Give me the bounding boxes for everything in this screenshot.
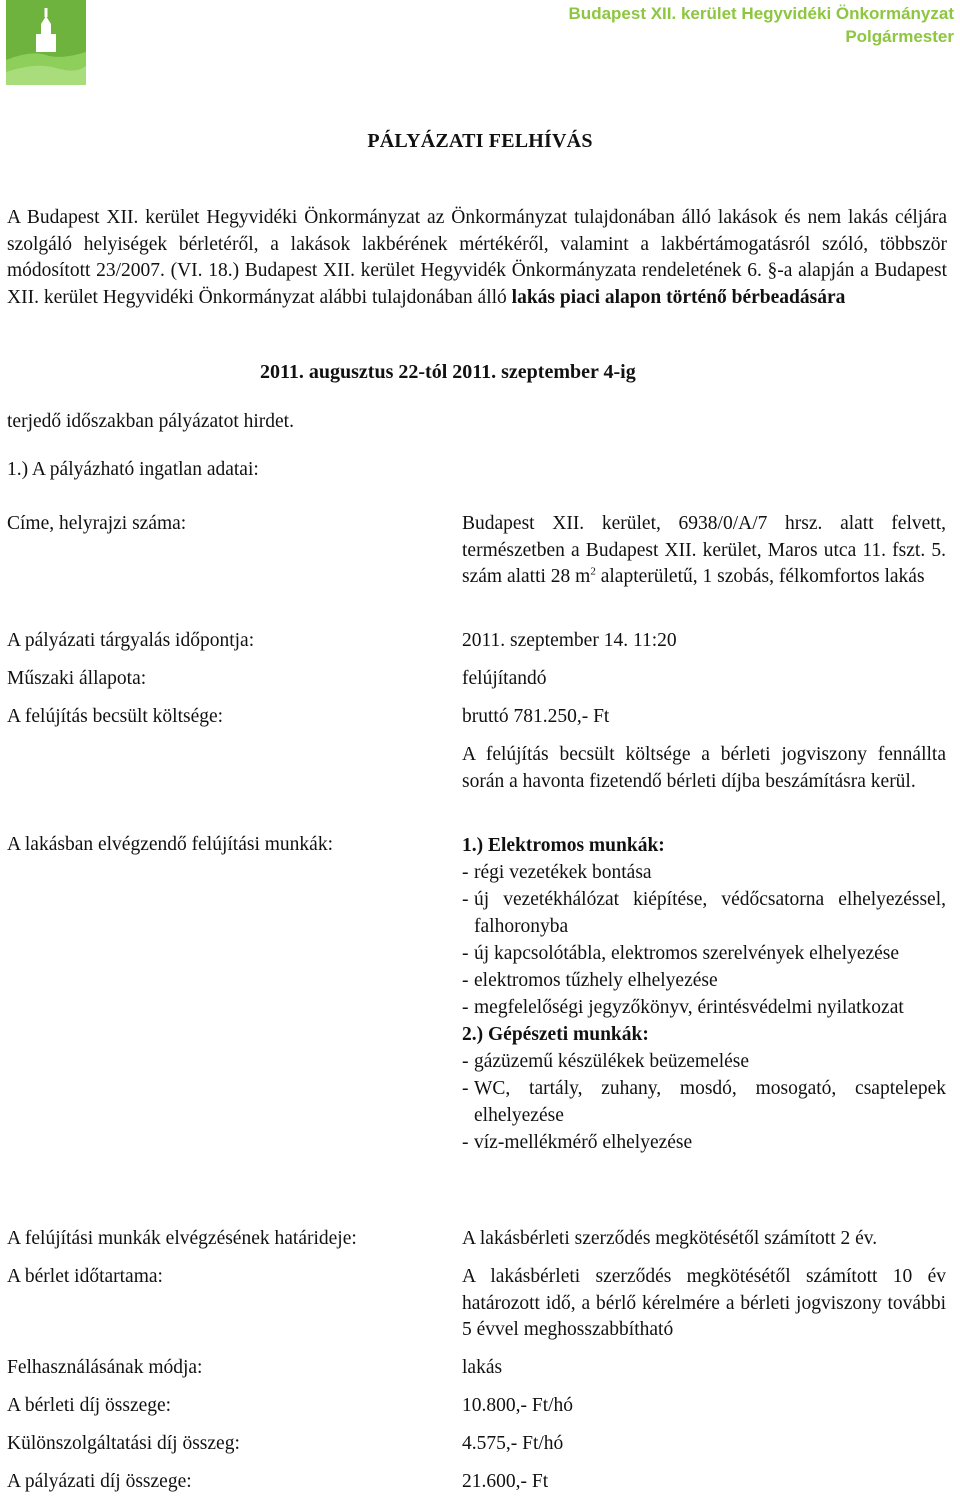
renovation-cost-note: A felújítás becsült költsége a bérleti jogviszony fennállta során a havonta fizetendő bérleti díjba beszámításra kerül. [462,744,946,792]
service-fee-value: 4.575,- Ft/hó [462,1433,564,1454]
address-label: Címe, helyrajzi száma: [7,513,187,534]
organization-role: Polgármester [845,27,954,46]
renovation-cost-value: bruttó 781.250,- Ft [462,706,610,727]
list-item: - új vezetékhálózat kiépítése, védőcsatorna elhelyezéssel, falhoronyba [462,889,946,937]
address-text: Budapest XII. kerület, 6938/0/A/7 hrsz. alatt felvett, természetben a Budapest XII. kerület, Maros utca 11. fszt. 5. szám alatti 28 m [462,513,946,587]
duration-label: A bérlet időtartama: [7,1266,163,1287]
usage-label: Felhasználásának módja: [7,1357,203,1378]
application-fee-value: 21.600,- Ft [462,1471,549,1492]
condition-label: Műszaki állapota: [7,668,147,689]
document-title: PÁLYÁZATI FELHÍVÁS [367,130,593,152]
announcement-period: 2011. augusztus 22-tól 2011. szeptember 4-ig [260,361,636,383]
duration-value: A lakásbérleti szerződés megkötésétől számított 10 év határozott idő, a bérlő kérelmére a bérleti jogviszony további 5 évvel meghosszabbítható [462,1266,946,1340]
list-item: - régi vezetékek bontása [462,862,652,883]
section-heading: 1.) A pályázható ingatlan adatai: [7,459,259,480]
organization-name: Budapest XII. kerület Hegyvidéki Önkormányzat [568,4,954,23]
address-text-end: alapterületű, 1 szobás, félkomfortos lakás [595,566,925,587]
list-item: - víz-mellékmérő elhelyezése [462,1132,693,1153]
list-item: - megfelelőségi jegyzőkönyv, érintésvédelmi nyilatkozat [462,997,904,1018]
intro-text: A Budapest XII. kerület Hegyvidéki Önkormányzat az Önkormányzat tulajdonában álló lakások és nem lakás céljára szolgáló helyiségek bérletéről, a lakások lakbérének mértékéről, valamint a lakbértámogatásról szóló, többször módosított 23/2007. (VI. 18.) Budapest XII. kerület Hegyvidék Önkormányzata rendeletének 6. §-a alapján a Budapest XII. kerület Hegyvidéki Önkormányzat alábbi tulajdonában álló [7,207,947,308]
hearing-value: 2011. szeptember 14. 11:20 [462,630,677,651]
works-list [462,832,946,1156]
deadline-value: A lakásbérleti szerződés megkötésétől számított 2 év. [462,1228,878,1249]
works-group-title: 1.) Elektromos munkák: [462,835,665,856]
works-label: A lakásban elvégzendő felújítási munkák: [7,834,333,855]
list-item: - WC, tartály, zuhany, mosdó, mosogató, csaptelepek elhelyezése [462,1078,946,1126]
list-item: - elektromos tűzhely elhelyezése [462,970,718,991]
rent-label: A bérleti díj összege: [7,1395,172,1416]
condition-value: felújítandó [462,668,547,689]
deadline-label: A felújítási munkák elvégzésének határideje: [7,1228,357,1249]
announcement-period-text: terjedő időszakban pályázatot hirdet. [7,411,294,432]
organization-header [569,2,954,48]
intro-bold-text: lakás piaci alapon történő bérbeadására [511,286,846,308]
works-group-title: 2.) Gépészeti munkák: [462,1024,649,1045]
hearing-label: A pályázati tárgyalás időpontja: [7,630,255,651]
application-fee-label: A pályázati díj összege: [7,1471,192,1492]
hegyvidek-logo-icon [6,0,86,85]
service-fee-label: Különszolgáltatási díj összeg: [7,1433,240,1454]
intro-paragraph [7,205,947,311]
usage-value: lakás [462,1357,503,1378]
address-value [462,511,946,591]
rent-value: 10.800,- Ft/hó [462,1395,574,1416]
area-unit-exponent: 2 [590,565,596,578]
list-item: - új kapcsolótábla, elektromos szerelvények elhelyezése [462,943,900,964]
list-item: - gázüzemű készülékek beüzemelése [462,1051,750,1072]
renovation-cost-label: A felújítás becsült költsége: [7,706,224,727]
